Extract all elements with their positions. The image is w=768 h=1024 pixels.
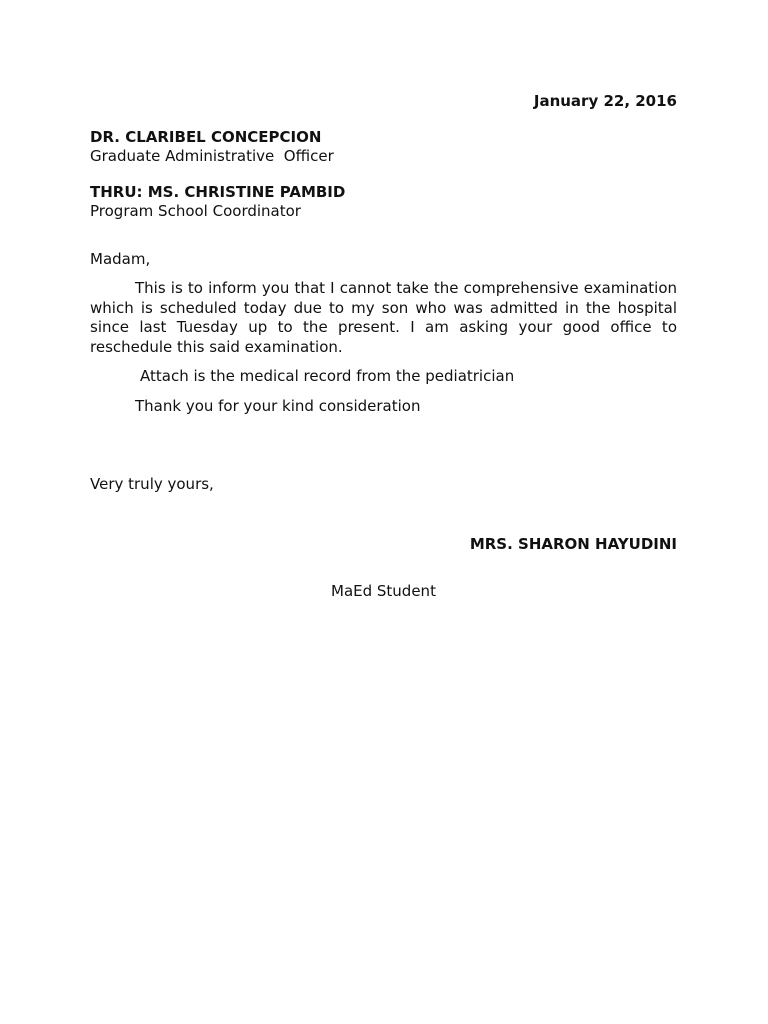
closing: Very truly yours, [90,475,214,493]
salutation: Madam, [90,250,151,268]
sender-name: MRS. SHARON HAYUDINI [469,535,677,553]
attachment-note: Attach is the medical record from the pediatrician [140,367,515,385]
thru-title: Program School Coordinator [90,202,301,220]
thanks-line: Thank you for your kind consideration [135,397,421,415]
thru-name: THRU: MS. CHRISTINE PAMBID [90,183,346,201]
body-paragraph: This is to inform you that I cannot take the comprehensive examination which is scheduled today due to my son who was admitted in the hospital since last Tuesday up to the present. I am asking your good office to reschedule this said examination. [90,279,677,356]
letter-date: January 22, 2016 [533,92,677,110]
sender-role: MaEd Student [331,582,436,600]
recipient-name: DR. CLARIBEL CONCEPCION [90,128,322,146]
recipient-title: Graduate Administrative Officer [90,147,334,165]
